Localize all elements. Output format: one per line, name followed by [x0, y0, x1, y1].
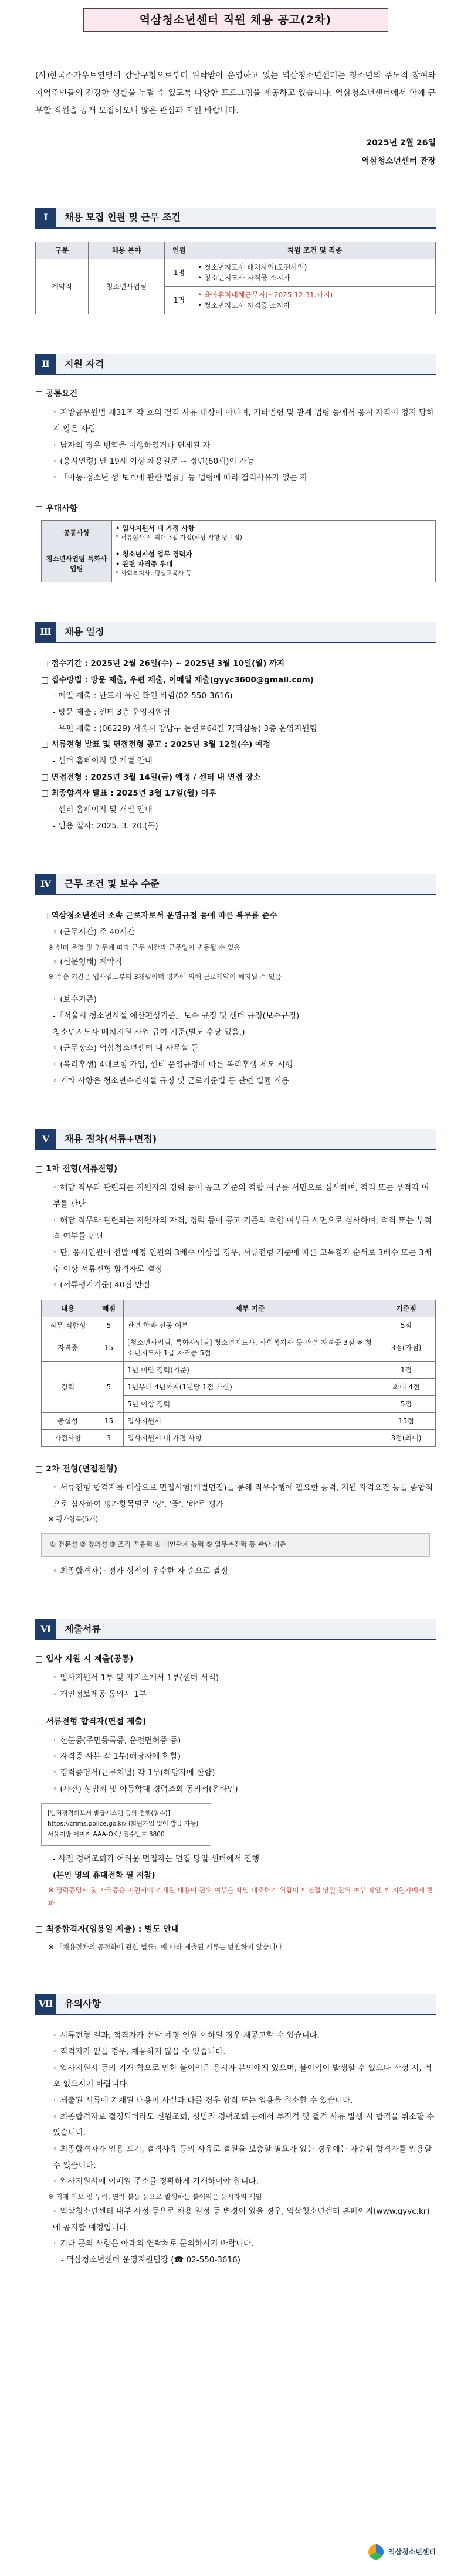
table-cell: 1년 미만 경력(기준) — [124, 1362, 377, 1379]
schedule-line: □ 최종합격자 발표 : 2025년 3월 17일(월) 이후 — [41, 789, 216, 798]
condition-line: ◦ (복리후생) 4대보험 가입, 센터 운영규정에 따른 복리후생 제도 시행 — [53, 1059, 293, 1069]
info-line: [범죄경력회보서 발급시스템 동의 진행(필수)] — [48, 1810, 170, 1817]
table-cell: 15점 — [377, 1413, 436, 1430]
table-cell: 청소년사업팀 특화사업팀 — [42, 546, 112, 582]
table-header: 채용 분야 — [89, 242, 165, 259]
conditions-block — [35, 908, 436, 1089]
table-cell: 3점(가점) — [377, 1334, 436, 1362]
table-cell: 입사지원서 — [124, 1413, 377, 1430]
table-row — [42, 546, 436, 582]
table-cell: [청소년사업팀, 특화사업팀] 청소년지도사, 사회복지사 등 관련 자격증 3점 ※ 청소년지도사 1급 자격증 5점 — [124, 1334, 377, 1362]
table-cell: 관련 학과 전공 여부 — [124, 1317, 377, 1334]
table-cell: 가점사항 — [42, 1430, 94, 1447]
preference-table — [41, 520, 436, 582]
section-title: 제출서류 — [56, 1619, 436, 1639]
table-header: 내용 — [42, 1300, 94, 1317]
section-title: 채용 모집 인원 및 근무 조건 — [56, 208, 436, 227]
table-cell — [112, 546, 436, 582]
table-row — [42, 520, 436, 546]
table-cell: 5점 — [377, 1396, 436, 1413]
document-line: (본인 명의 휴대전화 필 지참) — [53, 1870, 155, 1880]
table-header: 지원 조건 및 직종 — [194, 242, 436, 259]
section-number: Ⅴ — [35, 1129, 56, 1149]
notice-item: ◦ 입사지원서에 이메일 주소를 정확하게 기재하여야 합니다. — [53, 2177, 259, 2187]
table-cell: 직무 적합성 — [42, 1317, 94, 1334]
section-number: Ⅵ — [35, 1619, 56, 1639]
notice-title: 역삼청소년센터 직원 채용 공고(2차) — [139, 13, 332, 26]
table-cell: 15 — [94, 1334, 124, 1362]
section-number: Ⅰ — [35, 208, 56, 227]
section-number: Ⅲ — [35, 622, 56, 642]
section-title: 채용 절차(서류+면접) — [56, 1129, 436, 1149]
section-2-header — [35, 354, 436, 375]
document-note: ※ 경력증명서 및 자격증은 지원서에 기재된 내용이 진위 여부를 확인 대조하기 위함이며 면접 당일 진위 여부 확인 후 지원자에게 반환 — [48, 1886, 433, 1908]
section-title: 지원 자격 — [56, 354, 436, 374]
table-cell: 자격증 — [42, 1334, 94, 1362]
condition-line: □ 역삼청소년센터 소속 근로자로서 운영규정 등에 따른 복무를 준수 — [41, 911, 277, 921]
subheading: □ 최종합격자(임용일 제출) : 별도 안내 — [35, 1925, 179, 1935]
document-line: - 사전 경력조회가 어려운 면접자는 면접 당일 센터에서 진행 — [53, 1854, 260, 1864]
center-logo — [368, 2544, 436, 2560]
table-header: 구분 — [36, 242, 89, 259]
notice-item: ◦ 최종합격자로 결정되더라도 신원조회, 성범죄 경력조회 등에서 부적격 및 결격 사유 발생 시 합격을 취소할 수 있습니다. — [53, 2112, 435, 2138]
condition-note: ※ 센터 운영 및 업무에 따라 근무 시간과 근무일이 변동될 수 있음 — [48, 943, 240, 951]
procedure-line: ◦ 해당 직무와 관련되는 지원자의 자격, 경력 등이 공고 기준의 적합 여부를 서면으로 심사하며, 적격 또는 부적격 여부를 판단 — [53, 1215, 432, 1242]
table-header: 기준점 — [377, 1300, 436, 1317]
section-number: Ⅶ — [35, 1994, 56, 2014]
table-row — [42, 1334, 436, 1362]
section-title: 유의사항 — [56, 1994, 436, 2014]
notice-title-box — [83, 8, 388, 32]
section-1-header — [35, 208, 436, 229]
section-4-header — [35, 874, 436, 895]
schedule-line: - 메일 제출 : 반드시 유선 확인 바람(02-550-3616) — [53, 691, 233, 701]
table-cell: 청소년사업팀 — [89, 259, 165, 314]
condition-line: ◦ 기타 사항은 청소년수련시설 규정 및 근로기준법 등 관련 법률 적용 — [53, 1076, 289, 1086]
schedule-line: □ 접수방법 : 방문 제출, 우편 제출, 이메일 제출(gyyc3600@gmail.com) — [41, 675, 314, 685]
preference-line: • 청소년시설 업무 경력자 — [116, 549, 192, 558]
section-6-header — [35, 1619, 436, 1640]
info-line: https://crims.police.go.kr/ (회원가입 없이 발급 가능) — [48, 1820, 199, 1828]
info-line: 서울지방 이미지 AAA-OK / 접수번호 3800 — [48, 1831, 165, 1838]
qualification-block — [35, 388, 436, 582]
table-cell: 경력 — [42, 1362, 94, 1413]
subheading: □ 공통요건 — [35, 389, 78, 399]
table-row — [42, 1317, 436, 1334]
section-number: Ⅱ — [35, 354, 56, 374]
condition-line: ◦ (근무시간) 주 40시간 — [53, 927, 135, 937]
schedule-line: - 우편 제출 : (06229) 서울시 강남구 논현로64길 7(역삼동) 3층 운영지원팀 — [53, 723, 317, 733]
notice-note: ※ 기재 착오 및 누락, 연락 불능 등으로 발생하는 불이익은 응시자의 책임 — [48, 2192, 262, 2201]
document-line: ◦ 입사지원서 1부 및 자기소개서 1부(센터 서식) — [53, 1673, 219, 1683]
recruitment-table — [35, 242, 436, 314]
table-cell: 5 — [94, 1317, 124, 1334]
table-cell: 계약직 — [36, 259, 89, 314]
condition-line: • 청소년지도사 자격증 소지자 — [198, 301, 290, 310]
evaluation-table — [41, 1300, 436, 1447]
procedure-line: ◦ 서류전형 합격자를 대상으로 면접시험(개별면접)을 통해 직무수행에 필요한 능력, 지원 자격요건 등을 종합적으로 심사하여 평가항목별로 '상', '중', '하'로 평가 — [53, 1483, 433, 1509]
table-cell: 입사지원서 내 가점 사항 — [124, 1430, 377, 1447]
document-line: ◦ 신분증(주민등록증, 운전면허증 등) — [53, 1735, 181, 1745]
schedule-line: - 방문 제출 : 센터 3층 운영지원팀 — [53, 707, 171, 717]
schedule-line: □ 접수기간 : 2025년 2월 26일(수) ~ 2025년 3월 10일(월) 까지 — [41, 658, 285, 668]
schedule-line: □ 면접전형 : 2025년 3월 14일(금) 예정 / 센터 내 면접 장소 — [41, 772, 261, 782]
section-title: 채용 일정 — [56, 622, 436, 642]
condition-line: • 육아휴직대체근무자(~2025.12.31.까지) — [198, 291, 333, 300]
documents-block — [35, 1653, 436, 1954]
logo-text: 역삼청소년센터 — [388, 2548, 436, 2556]
section-7-header — [35, 1994, 436, 2015]
qualification-line: ◦ (응시연령) 만 19세 이상 채용일로 ~ 정년(60세)이 가능 — [53, 457, 255, 467]
intro-paragraph: (사)한국스카우트연맹이 강남구청으로부터 위탁받아 운영하고 있는 역삼청소년센터는 청소년의 주도적 참여와 지역주민들의 건강한 생활을 누릴 수 있도록 다양한 프로그램을 제공하고 있습니다. 역삼청소년센터에서 함께 근무할 직원을 공개 모집하오니 많은 관심과 지원 바랍니다. — [35, 71, 436, 116]
procedure-block — [35, 1163, 436, 1579]
document-line: ◦ 경력증명서(근무처별) 각 1부(해당자에 한함) — [53, 1768, 215, 1778]
section-number: Ⅳ — [35, 874, 56, 894]
qualification-line: ◦ 「아동·청소년 성 보호에 관한 법률」등 법령에 따라 결격사유가 없는 자 — [53, 473, 308, 482]
table-cell: 3 — [94, 1430, 124, 1447]
table-cell: 5점 — [377, 1317, 436, 1334]
condition-line: • 청소년지도사 자격증 소지자 — [198, 274, 290, 283]
document-line: ◦ 개인정보제공 동의서 1부 — [53, 1689, 147, 1699]
document-line: ◦ 자격증 사본 각 1부(해당자에 한함) — [53, 1752, 181, 1762]
procedure-line: ◦ 해당 직무와 관련되는 지원자의 경력 등이 공고 기준의 적합 여부를 서면으로 심사하며, 적격 또는 부적격 여부를 판단 — [53, 1183, 429, 1209]
notice-item: ◦ 최종합격자가 임용 포기, 결격사유 등의 사유로 결원을 보충할 필요가 있는 경우에는 차순위 합격자를 임용할 수 있습니다. — [53, 2144, 432, 2170]
procedure-note: ※ 평가항목(5개) — [48, 1515, 99, 1524]
notice-item: ◦ 기타 문의 사항은 아래의 연락처로 문의하시기 바랍니다. — [53, 2239, 254, 2249]
recruitment-table-wrapper — [35, 242, 436, 314]
schedule-line: - 센터 홈페이지 및 개별 안내 — [53, 756, 153, 766]
procedure-line: ◦ 최종합격자는 평가 성적이 우수한 자 순으로 결정 — [53, 1566, 228, 1576]
subheading: □ 2차 전형(면접전형) — [35, 1464, 118, 1474]
procedure-line: ◦ 단, 응시인원이 선발 예정 인원의 3배수 이상일 경우, 서류전형 기준에 따른 고득점자 순서로 3배수 또는 3배수 이상 서류전형 합격자로 결정 — [53, 1248, 432, 1274]
table-cell: 15 — [94, 1413, 124, 1430]
condition-line: 청소년지도사 배치지원 사업 급여 기준(별도 수당 있음.) — [53, 1027, 245, 1037]
table-cell: 3점(최대) — [377, 1430, 436, 1447]
table-header: 세부 기준 — [124, 1300, 377, 1317]
condition-line: ◦ (근무장소) 역삼청소년센터 내 사무실 등 — [53, 1044, 199, 1053]
table-row — [36, 259, 436, 287]
notice-item: ◦ 제출된 서류에 기재된 내용이 사실과 다를 경우 합격 또는 임용을 취소할 수 있습니다. — [53, 2095, 353, 2105]
preference-note: * 사회복지사, 평생교육사 등 — [116, 570, 192, 577]
notice-item: ◦ 역삼청소년센터 내부 사정 등으로 채용 일정 등 변경이 있을 경우, 역삼청소년센터 홈페이지(www.gyyc.kr)에 공지할 예정입니다. — [53, 2206, 430, 2232]
table-cell: 1년부터 4년까지(1년당 1점 가산) — [124, 1379, 377, 1396]
section-3-header — [35, 622, 436, 643]
condition-line: ◦ (신분형태) 계약직 — [53, 957, 123, 967]
sign-date: 2025년 2월 26일 — [366, 138, 436, 148]
table-cell — [194, 259, 436, 287]
subheading: □ 서류전형 합격자(면접 제출) — [35, 1717, 147, 1727]
table-header: 인원 — [165, 242, 194, 259]
schedule-line: - 센터 홈페이지 및 개별 안내 — [53, 804, 153, 814]
evaluation-items-box: ① 전문성 ② 창의성 ③ 조직 적응력 ④ 대인관계 능력 ⑤ 업무추진력 등 판단 기준 — [41, 1533, 430, 1556]
sign-organization: 역삼청소년센터 관장 — [361, 157, 436, 166]
table-cell: 최대 4점 — [377, 1379, 436, 1396]
table-cell: 공통사항 — [42, 520, 112, 546]
criminal-record-info-box — [41, 1803, 211, 1846]
table-cell: 5 — [94, 1362, 124, 1413]
section-5-header — [35, 1129, 436, 1150]
subheading: □ 우대사항 — [35, 504, 78, 514]
notice-item: ◦ 입사지원서 등의 기재 착오로 인한 불이익은 응시자 본인에게 있으며, 불이익이 발생할 수 있으나 작성 시, 적오 없으시기 바랍니다. — [53, 2063, 432, 2089]
section-title: 근무 조건 및 보수 수준 — [56, 874, 436, 894]
schedule-block — [35, 656, 436, 834]
notes-block — [35, 2028, 436, 2268]
table-header: 배점 — [94, 1300, 124, 1317]
condition-line: -「서울시 청소년시설 예산편성기준」보수 규정 및 센터 규정(보수규정) — [53, 1011, 300, 1021]
notice-item: ◦ 서류전형 결과, 적격자가 선발 예정 인원 이하일 경우 재공고할 수 있습니다. — [53, 2031, 320, 2041]
logo-mark-icon — [368, 2544, 384, 2560]
condition-line: • 청소년지도사 배치사업(오전사업) — [198, 263, 307, 272]
notice-item: ◦ 적격자가 없을 경우, 재응하지 않을 수 있습니다. — [53, 2047, 226, 2057]
preference-note: * 서류심사 시 최대 3점 가점(해당 사항 당 1점) — [116, 533, 242, 541]
schedule-line: □ 서류전형 발표 및 면접전형 공고 : 2025년 3월 12일(수) 예정 — [41, 740, 271, 750]
table-cell: 5년 이상 경력 — [124, 1396, 377, 1413]
table-row — [42, 1362, 436, 1379]
table-cell: 1명 — [165, 287, 194, 314]
table-row — [42, 1430, 436, 1447]
schedule-line: - 임용 일자: 2025. 3. 20.(목) — [53, 821, 158, 831]
table-cell — [112, 520, 436, 546]
procedure-line: ◦ (서류평가기준) 40점 만점 — [53, 1280, 150, 1290]
notice-item: - 역삼청소년센터 운영지원팀장 (☎ 02-550-3616) — [61, 2255, 240, 2265]
table-cell: 충실성 — [42, 1413, 94, 1430]
preference-line: • 입사지원서 내 가점 사항 — [116, 524, 195, 532]
table-cell: 1명 — [165, 259, 194, 287]
table-row — [42, 1413, 436, 1430]
condition-line: ◦ (보수기준) — [53, 995, 97, 1005]
table-cell — [194, 287, 436, 314]
document-line: ◦ (사전) 성범죄 및 아동학대 경력조회 동의서(온라인) — [53, 1784, 238, 1794]
preference-line: • 관련 자격증 우대 — [116, 559, 173, 568]
qualification-line: ◦ 지방공무원법 제31조 각 호의 결격 사유 대상이 아니며, 기타법령 및 관계 법령 등에서 응시 자격이 정지 당하지 않은 사람 — [53, 408, 435, 434]
subheading: □ 입사 지원 시 제출(공통) — [35, 1654, 134, 1664]
table-cell: 1점 — [377, 1362, 436, 1379]
qualification-line: ◦ 남자의 경우 병역을 이행하였거나 면제된 자 — [53, 440, 211, 450]
condition-note: ※ 수습 기간은 입사일로부터 3개월이며 평가에 의해 근로계약이 해지될 수 있음 — [48, 973, 282, 981]
document-note: ※ 「채용절차의 공정화에 관한 법률」에 따라 제출된 서류는 반환하지 않습니다. — [48, 1943, 284, 1952]
subheading: □ 1차 전형(서류전형) — [35, 1164, 118, 1174]
